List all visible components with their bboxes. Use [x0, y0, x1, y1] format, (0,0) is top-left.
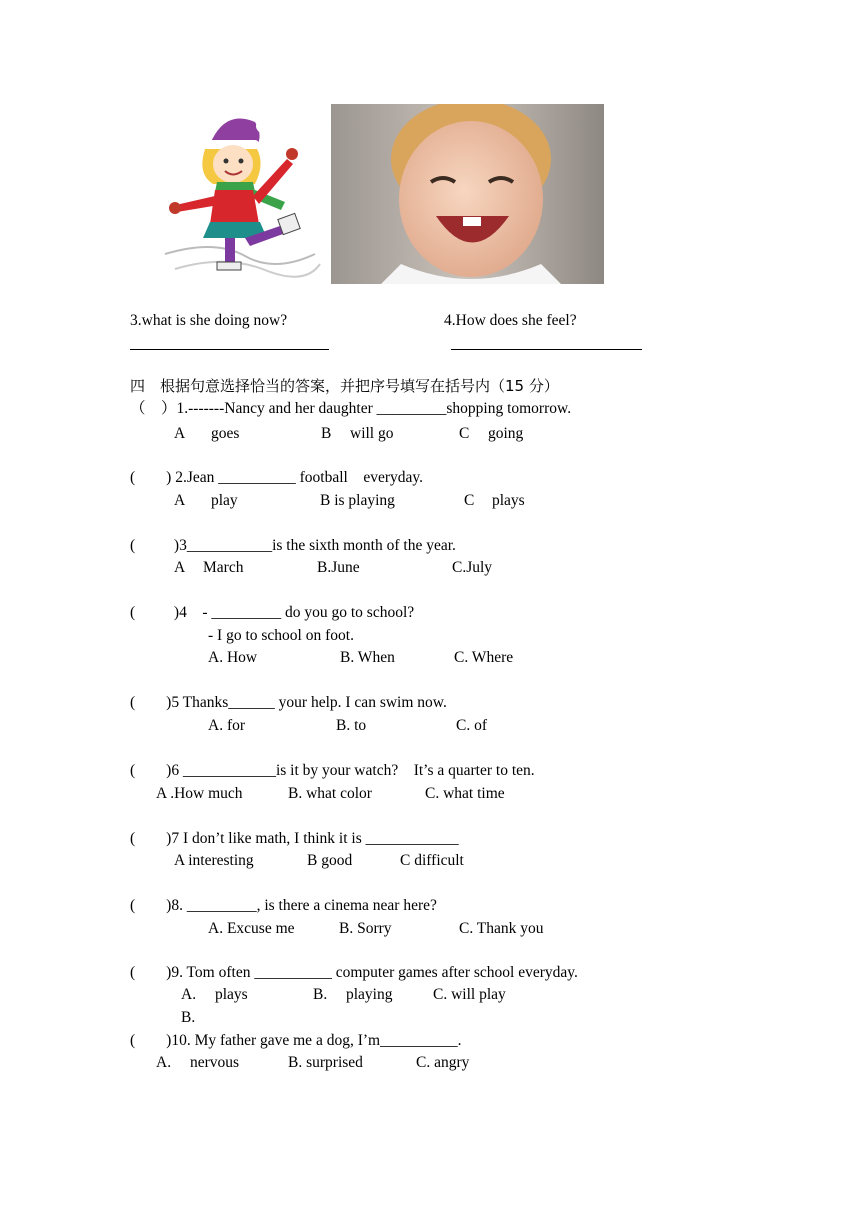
item-9-extra: B. [181, 1009, 196, 1026]
item-6-option-b: B. what color [288, 785, 372, 802]
item-2-option-c: plays [492, 492, 525, 509]
question-4: 4.How does she feel? [444, 312, 577, 329]
item-9-option-a-label: A. [181, 986, 197, 1003]
item-6-option-a: A .How much [156, 785, 243, 802]
item-8-stem: ( )8. _________, is there a cinema near here? [130, 897, 437, 914]
item-10-option-a-label: A. [156, 1054, 172, 1071]
item-9-option-c: C. will play [433, 986, 506, 1003]
item-1-option-b: will go [350, 425, 394, 442]
section-4-heading: 四 根据句意选择恰当的答案，并把序号填写在括号内（15 分） [130, 377, 559, 395]
item-8-option-c: C. Thank you [459, 920, 544, 937]
item-1-option-a: goes [211, 425, 240, 442]
item-9-option-b: playing [346, 986, 393, 1003]
item-10-option-a: nervous [190, 1054, 240, 1071]
item-1-stem: （ ）1.-------Nancy and her daughter _________shopping tomorrow. [130, 400, 572, 417]
item-8-option-a: A. Excuse me [208, 920, 295, 937]
item-7-option-c: C difficult [400, 852, 464, 869]
item-2-stem: ( ) 2.Jean __________ football everyday. [130, 469, 423, 486]
item-4-stem: ( )4 - _________ do you go to school? [130, 604, 415, 621]
item-3-option-a: March [203, 559, 244, 576]
item-2-option-a-label: A [174, 492, 186, 509]
item-2-option-c-label: C [464, 492, 475, 509]
item-5-option-c: C. of [456, 717, 487, 734]
item-7-option-a: A interesting [174, 852, 254, 869]
answer-line-4[interactable] [451, 349, 642, 350]
item-4-option-b: B. When [340, 649, 395, 666]
question-3: 3.what is she doing now? [130, 312, 288, 329]
laughing-baby-photo [331, 104, 604, 284]
item-10-stem: ( )10. My father gave me a dog, I’m__________. [130, 1032, 462, 1049]
item-4-option-c: C. Where [454, 649, 514, 666]
item-5-option-b: B. to [336, 717, 367, 734]
item-1-option-c-label: C [459, 425, 470, 442]
item-2-option-b: B is playing [320, 492, 395, 509]
item-2-option-a: play [211, 492, 238, 509]
item-4-stem-2: - I go to school on foot. [208, 627, 354, 644]
item-3-option-a-label: A [174, 559, 186, 576]
item-6-option-c: C. what time [425, 785, 505, 802]
item-10-option-c: C. angry [416, 1054, 470, 1071]
item-1-option-a-label: A [174, 425, 186, 442]
item-1-option-c: going [488, 425, 524, 442]
item-7-option-b: B good [307, 852, 353, 869]
item-8-option-b: B. Sorry [339, 920, 392, 937]
item-4-option-a: A. How [208, 649, 258, 666]
item-9-option-b-label: B. [313, 986, 328, 1003]
item-3-option-b: B.June [317, 559, 360, 576]
item-1-option-b-label: B [321, 425, 332, 442]
skating-girl-illustration [155, 104, 330, 284]
item-6-stem: ( )6 ____________is it by your watch? It’s a quarter to ten. [130, 762, 535, 779]
item-9-stem: ( )9. Tom often __________ computer games after school everyday. [130, 964, 578, 981]
item-10-option-b: B. surprised [288, 1054, 363, 1071]
item-9-option-a: plays [215, 986, 248, 1003]
item-5-option-a: A. for [208, 717, 246, 734]
item-5-stem: ( )5 Thanks______ your help. I can swim now. [130, 694, 447, 711]
item-3-stem: ( )3___________is the sixth month of the year. [130, 537, 456, 554]
answer-line-3[interactable] [130, 349, 329, 350]
item-7-stem: ( )7 I don’t like math, I think it is ____________ [130, 830, 459, 847]
item-3-option-c: C.July [452, 559, 493, 576]
